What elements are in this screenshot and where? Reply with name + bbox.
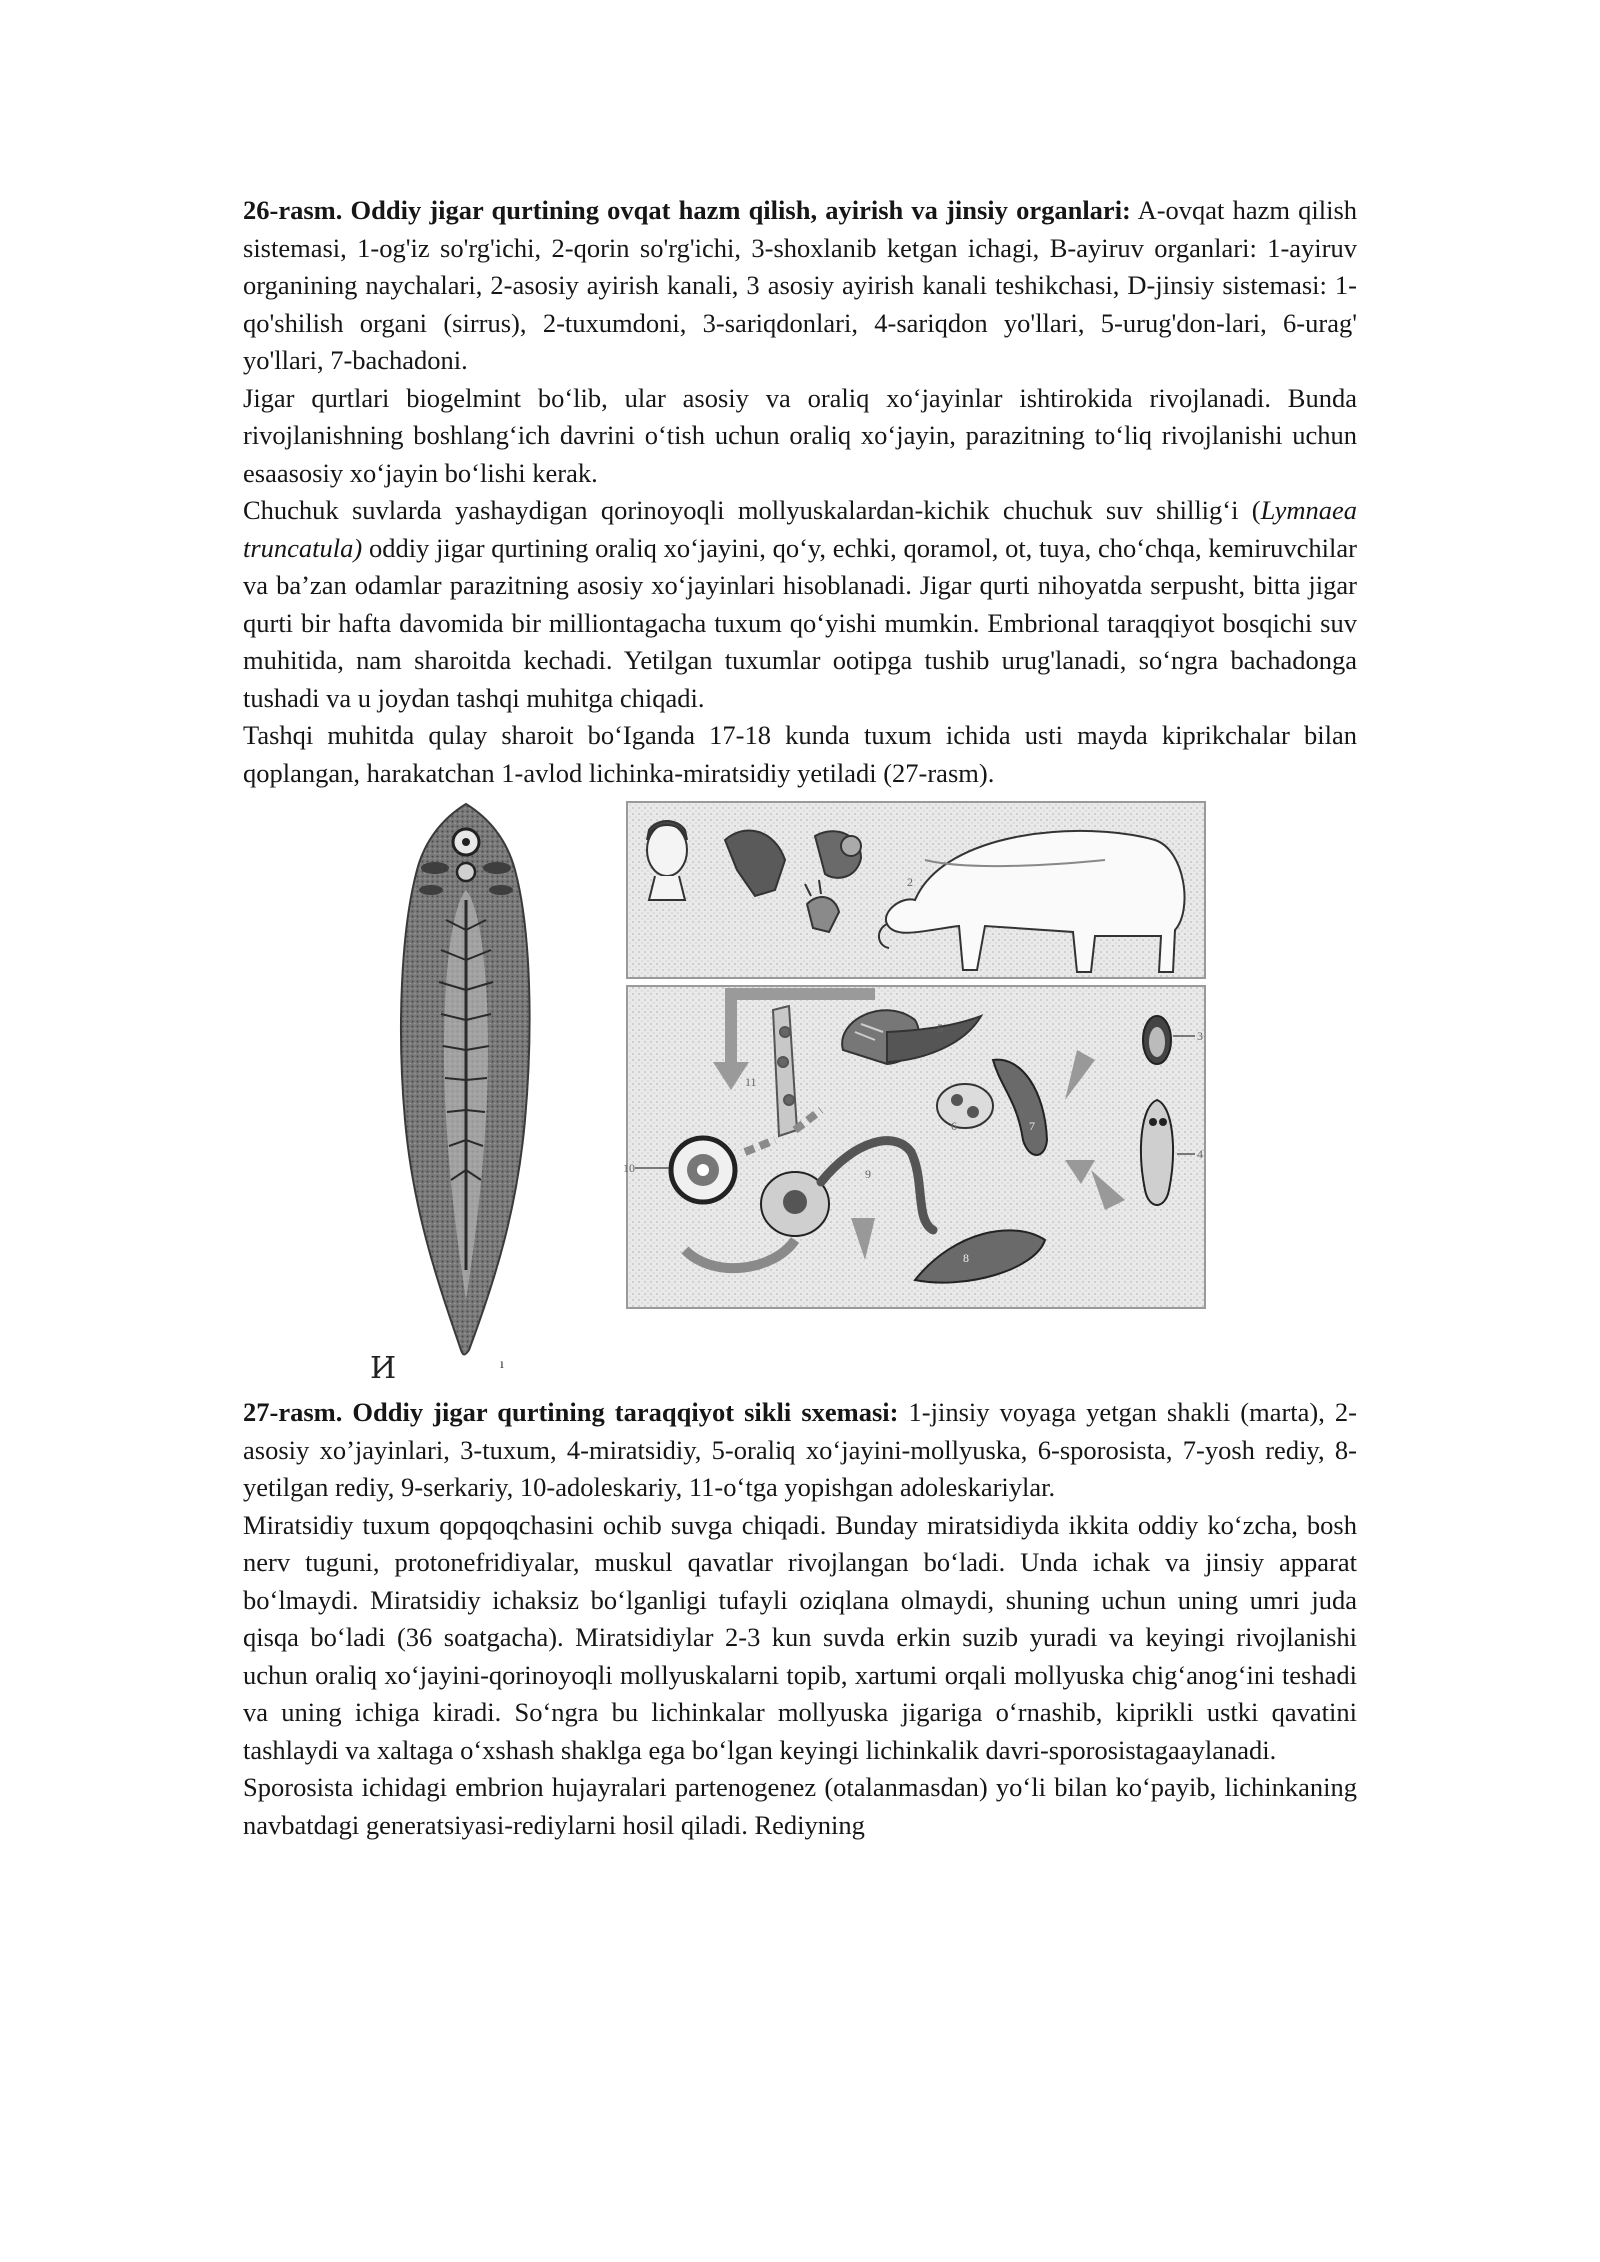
figure-27-caption <box>243 1394 1357 1507</box>
figure-27-caption-body: 1-jinsiy voyaga yetgan shakli (marta), 2-asosiy xo’jayinlari, 3-tuxum, 4-miratsidiy, 5-oraliq xo‘jayini-mollyuska, 6-sporosista, 7-yosh rediy, 8-yetilgan rediy, 9-serkariy, 10-adoleskariy, 11-o‘tga yopishgan adoleskariylar. <box>243 1397 1357 1502</box>
paragraph-miracidium-development: Tashqi muhitda qulay sharoit bo‘Iganda 17-18 kunda tuxum ichida usti mayda kiprikchalar bilan qoplangan, harakatchan 1-avlod lichinka-miratsidiy yetiladi (27-rasm). <box>243 720 1357 788</box>
paragraph-sporocyst: Sporosista ichidagi embrion hujayralari partenogenez (otalanmasdan) yo‘li bilan ko‘payib, lichinkaning navbatdagi generatsiyasi-rediylarni hosil qiladi. Rediyning <box>243 1772 1357 1840</box>
adult-fluke-illustration <box>391 800 541 1360</box>
paragraph-miracidium: Miratsidiy tuxum qopqoqchasini ochib suvga chiqadi. Bunday miratsidiyda ikkita oddiy ko‘zcha, bosh nerv tuguni, protonefridiyalar, muskul qavatlar rivojlangan bo‘ladi. Unda ichak va jinsiy apparat bo‘lmaydi. Miratsidiy ichaksiz bo‘lganligi tufayli oziqlana olmaydi, shuning uchun uning umri juda qisqa bo‘ladi (36 soatgacha). Miratsidiylar 2-3 kun suvda erkin suzib yuradi va keyingi rivojlanishi uchun oraliq xo‘jayini-qorinoyoqli mollyuskalarni topib, xartumi orqali mollyuska chig‘anog‘ini teshadi va uning ichiga kiradi. So‘ngra bu lichinkalar mollyuska jigariga o‘rnashib, kiprikli ustki qavatini tashlaydi va xaltaga o‘xshash shaklga ega bo‘lgan keyingi lichinkalik davri-sporosistagaaylanadi. <box>243 1509 1357 1765</box>
figure-letter-label: И <box>370 1351 397 1386</box>
paragraph-biohelminth: Jigar qurtlari biogelmint bo‘lib, ular asosiy va oraliq xo‘jayinlar ishtirokida rivojlanadi. Bunda rivojlanishning boshlang‘ich davrini o‘tish uchun oraliq xo‘jayin, parazitning to‘liq rivojlanishi uchun esaasosiy xo‘jayin bo‘lishi kerak. <box>243 382 1357 488</box>
fig-label-4: 4 <box>1197 1147 1203 1161</box>
fig-label-2: 2 <box>907 875 913 889</box>
species-name-italic: Lymnaea truncatula) <box>243 495 1357 563</box>
life-cycle-illustration <box>625 800 1207 1312</box>
fig-label-3: 3 <box>1197 1029 1203 1043</box>
fig-label-11: 11 <box>745 1075 757 1089</box>
paragraph-hosts-part-a: Chuchuk suvlarda yashaydigan qorinoyoqli mollyuskalardan-kichik chuchuk suv shillig‘i ( <box>243 495 1261 525</box>
fig-label-7: 7 <box>1029 1119 1035 1133</box>
paragraph-hosts-part-b: oddiy jigar qurtining oraliq xo‘jayini, qo‘y, echki, qoramol, ot, tuya, cho‘chqa, kemiruvchilar va ba’zan odamlar parazitning asosiy xo‘jayinlari hisoblanadi. Jigar qurti nihoyatda serpusht, bitta jigar qurti bir hafta davomida bir milliontagacha tuxum qo‘yishi mumkin. Embrional taraqqiyot bosqichi suv muhitida, nam sharoitda kechadi. Yetilgan tuxumlar ootipga tushib urug'lanadi, so‘ngra bachadonga tushadi va u joydan tashqi muhitga chiqadi. <box>243 532 1357 713</box>
figure-27-caption-title: 27-rasm. Oddiy jigar qurtining taraqqiyot sikli sxemasi: <box>243 1397 899 1427</box>
fig-label-6: 6 <box>951 1119 957 1133</box>
figure-26-caption-body: A-ovqat hazm qilish sistemasi, 1-og'iz so'rg'ichi, 2-qorin so'rg'ichi, 3-shoxlanib ketgan ichagi, B-ayiruv organlari: 1-ayiruv organining naychalari, 2-asosiy ayirish kanali, 3 asosiy ayirish kanali teshikchasi, D-jinsiy sistemasi: 1-qo'shilish organi (sirrus), 2-tuxumdoni, 3-sariqdonlari, 4-sariqdon yo'llari, 5-urug'don-lari, 6-urag' yo'llari, 7-bachadoni. <box>243 195 1358 375</box>
figure-26-caption <box>243 192 1357 380</box>
paragraph-hosts <box>243 492 1357 717</box>
fig-label-9: 9 <box>865 1167 871 1181</box>
fig-label-5: 5 <box>937 1021 943 1035</box>
figure-tick-label: ı <box>500 1357 504 1372</box>
fig-label-10: 10 <box>623 1161 635 1175</box>
figure-27 <box>243 800 1357 1386</box>
figure-26-caption-title: 26-rasm. Oddiy jigar qurtining ovqat hazm qilish, ayirish va jinsiy organlari: <box>243 195 1131 225</box>
document-page <box>243 192 1357 1844</box>
fig-label-8: 8 <box>963 1251 969 1265</box>
